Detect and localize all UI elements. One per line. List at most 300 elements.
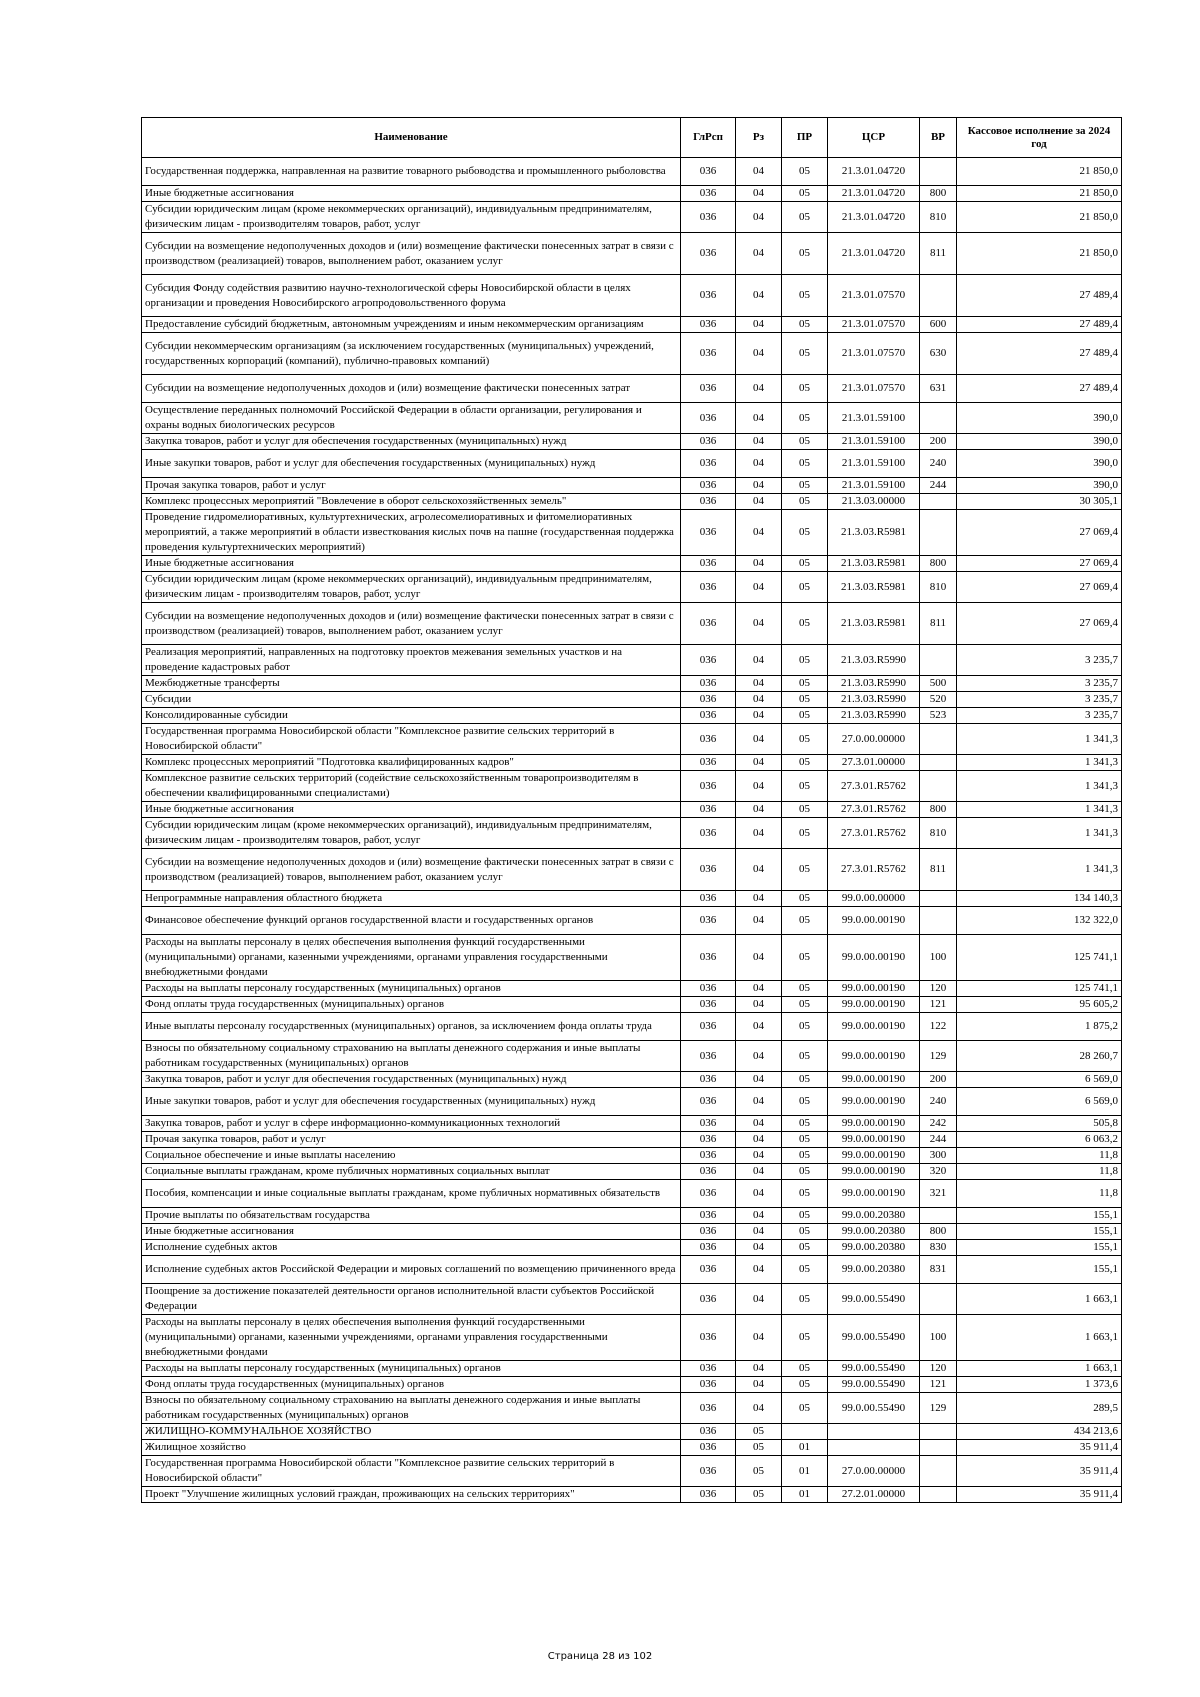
cell-glrsp: 036: [681, 1116, 736, 1132]
cell-glrsp: 036: [681, 434, 736, 450]
cell-rz: 04: [736, 802, 782, 818]
cell-name: Государственная программа Новосибирской области "Комплексное развитие сельских территорий в Новосибирской области": [142, 1456, 681, 1487]
cell-name: Закупка товаров, работ и услуг в сфере информационно-коммуникационных технологий: [142, 1116, 681, 1132]
cell-rz: 05: [736, 1440, 782, 1456]
cell-rz: 04: [736, 1284, 782, 1315]
cell-rz: 04: [736, 645, 782, 676]
cell-vr: 240: [920, 1088, 957, 1116]
cell-rz: 04: [736, 510, 782, 556]
cell-glrsp: 036: [681, 1148, 736, 1164]
cell-rz: 04: [736, 158, 782, 186]
cell-name: Расходы на выплаты персоналу в целях обеспечения выполнения функций государственными (муниципальными) органами, казенными учреждениями, органами управления государственными внебюджетными фондами: [142, 935, 681, 981]
cell-glrsp: 036: [681, 333, 736, 375]
cell-name: Расходы на выплаты персоналу государственных (муниципальных) органов: [142, 981, 681, 997]
cell-amount: 132 322,0: [957, 907, 1122, 935]
cell-rz: 05: [736, 1456, 782, 1487]
cell-vr: 122: [920, 1013, 957, 1041]
cell-rz: 04: [736, 1224, 782, 1240]
cell-glrsp: 036: [681, 891, 736, 907]
cell-csr: 27.3.01.R5762: [828, 771, 920, 802]
cell-vr: 320: [920, 1164, 957, 1180]
cell-rz: 04: [736, 494, 782, 510]
table-row: [142, 556, 1122, 572]
cell-csr: 27.0.00.00000: [828, 724, 920, 755]
cell-pr: 05: [782, 755, 828, 771]
cell-glrsp: 036: [681, 1180, 736, 1208]
cell-csr: 99.0.00.55490: [828, 1284, 920, 1315]
cell-csr: 21.3.03.R5981: [828, 572, 920, 603]
cell-rz: 04: [736, 1041, 782, 1072]
table-header-row: [142, 118, 1122, 158]
cell-vr: 129: [920, 1393, 957, 1424]
cell-rz: 04: [736, 907, 782, 935]
cell-csr: [828, 1440, 920, 1456]
cell-pr: 05: [782, 771, 828, 802]
cell-name: Субсидии юридическим лицам (кроме некоммерческих организаций), индивидуальным предпринимателям, физическим лицам - производителям товаров, работ, услуг: [142, 202, 681, 233]
cell-rz: 04: [736, 1180, 782, 1208]
table-row: [142, 510, 1122, 556]
cell-csr: 21.3.01.04720: [828, 186, 920, 202]
cell-rz: 04: [736, 403, 782, 434]
cell-rz: 04: [736, 724, 782, 755]
cell-rz: 04: [736, 375, 782, 403]
cell-name: Взносы по обязательному социальному страхованию на выплаты денежного содержания и иные выплаты работникам государственных (муниципальных) органов: [142, 1041, 681, 1072]
cell-csr: 21.3.03.R5981: [828, 603, 920, 645]
cell-csr: 99.0.00.00190: [828, 1164, 920, 1180]
table-row: [142, 692, 1122, 708]
cell-rz: 04: [736, 434, 782, 450]
cell-rz: 04: [736, 1361, 782, 1377]
cell-pr: 05: [782, 1164, 828, 1180]
cell-amount: 155,1: [957, 1256, 1122, 1284]
cell-rz: 04: [736, 233, 782, 275]
cell-vr: [920, 891, 957, 907]
cell-glrsp: 036: [681, 802, 736, 818]
table-row: [142, 275, 1122, 317]
cell-name: Консолидированные субсидии: [142, 708, 681, 724]
cell-name: Государственная поддержка, направленная на развитие товарного рыбоводства и промышленного рыболовства: [142, 158, 681, 186]
cell-csr: 27.0.00.00000: [828, 1456, 920, 1487]
cell-csr: 27.3.01.R5762: [828, 849, 920, 891]
cell-csr: 99.0.00.55490: [828, 1393, 920, 1424]
cell-amount: 1 341,3: [957, 755, 1122, 771]
table-row: [142, 233, 1122, 275]
cell-csr: [828, 1424, 920, 1440]
cell-pr: 05: [782, 907, 828, 935]
table-row: [142, 802, 1122, 818]
cell-csr: 99.0.00.20380: [828, 1256, 920, 1284]
cell-amount: 30 305,1: [957, 494, 1122, 510]
cell-glrsp: 036: [681, 510, 736, 556]
cell-glrsp: 036: [681, 771, 736, 802]
cell-rz: 04: [736, 891, 782, 907]
cell-vr: [920, 724, 957, 755]
cell-amount: 11,8: [957, 1180, 1122, 1208]
cell-rz: 04: [736, 1072, 782, 1088]
table-row: [142, 1424, 1122, 1440]
cell-rz: 04: [736, 755, 782, 771]
cell-amount: 1 341,3: [957, 849, 1122, 891]
table-row: [142, 1088, 1122, 1116]
cell-csr: 99.0.00.00190: [828, 997, 920, 1013]
cell-rz: 04: [736, 1132, 782, 1148]
cell-vr: 800: [920, 556, 957, 572]
cell-csr: 99.0.00.20380: [828, 1224, 920, 1240]
cell-amount: 21 850,0: [957, 186, 1122, 202]
cell-pr: 05: [782, 1361, 828, 1377]
table-row: [142, 494, 1122, 510]
cell-vr: 121: [920, 997, 957, 1013]
cell-vr: 100: [920, 935, 957, 981]
cell-glrsp: 036: [681, 556, 736, 572]
cell-name: Комплексное развитие сельских территорий (содействие сельскохозяйственным товаропроизводителям в обеспечении квалифицированными специалистами): [142, 771, 681, 802]
cell-glrsp: 036: [681, 1315, 736, 1361]
cell-amount: 27 069,4: [957, 603, 1122, 645]
table-row: [142, 755, 1122, 771]
cell-csr: 99.0.00.00190: [828, 1180, 920, 1208]
cell-amount: 6 569,0: [957, 1088, 1122, 1116]
cell-glrsp: 036: [681, 317, 736, 333]
cell-name: Осуществление переданных полномочий Российской Федерации в области организации, регулирования и охраны водных биологических ресурсов: [142, 403, 681, 434]
cell-name: Закупка товаров, работ и услуг для обеспечения государственных (муниципальных) нужд: [142, 434, 681, 450]
cell-csr: 99.0.00.00190: [828, 1041, 920, 1072]
cell-amount: 6 569,0: [957, 1072, 1122, 1088]
cell-glrsp: 036: [681, 1041, 736, 1072]
table-row: [142, 186, 1122, 202]
table-row: [142, 1164, 1122, 1180]
document-page: [141, 117, 1121, 1503]
table-row: [142, 981, 1122, 997]
header-glrsp: ГлРсп: [681, 118, 736, 158]
cell-rz: 04: [736, 478, 782, 494]
cell-glrsp: 036: [681, 1072, 736, 1088]
cell-amount: 125 741,1: [957, 935, 1122, 981]
cell-rz: 04: [736, 186, 782, 202]
table-row: [142, 317, 1122, 333]
table-row: [142, 1361, 1122, 1377]
table-row: [142, 708, 1122, 724]
header-csr: ЦСР: [828, 118, 920, 158]
cell-amount: 3 235,7: [957, 676, 1122, 692]
cell-name: Иные бюджетные ассигнования: [142, 802, 681, 818]
cell-glrsp: 036: [681, 233, 736, 275]
cell-csr: 27.3.01.R5762: [828, 802, 920, 818]
cell-csr: 99.0.00.20380: [828, 1240, 920, 1256]
cell-vr: [920, 1487, 957, 1503]
cell-amount: 390,0: [957, 434, 1122, 450]
cell-name: Субсидии: [142, 692, 681, 708]
table-row: [142, 1456, 1122, 1487]
cell-pr: 05: [782, 645, 828, 676]
table-row: [142, 935, 1122, 981]
cell-pr: 05: [782, 478, 828, 494]
cell-amount: 390,0: [957, 450, 1122, 478]
cell-glrsp: 036: [681, 1224, 736, 1240]
cell-vr: 811: [920, 233, 957, 275]
cell-amount: 27 489,4: [957, 333, 1122, 375]
cell-csr: 21.3.01.59100: [828, 403, 920, 434]
table-row: [142, 1013, 1122, 1041]
cell-vr: [920, 494, 957, 510]
cell-glrsp: 036: [681, 275, 736, 317]
cell-amount: 390,0: [957, 403, 1122, 434]
cell-vr: [920, 1440, 957, 1456]
table-row: [142, 818, 1122, 849]
cell-csr: 21.3.03.R5981: [828, 556, 920, 572]
cell-pr: 01: [782, 1440, 828, 1456]
cell-glrsp: 036: [681, 1132, 736, 1148]
cell-vr: [920, 755, 957, 771]
cell-name: ЖИЛИЩНО-КОММУНАЛЬНОЕ ХОЗЯЙСТВО: [142, 1424, 681, 1440]
cell-amount: 11,8: [957, 1164, 1122, 1180]
cell-glrsp: 036: [681, 1088, 736, 1116]
cell-rz: 04: [736, 1240, 782, 1256]
cell-rz: 04: [736, 692, 782, 708]
table-row: [142, 891, 1122, 907]
cell-rz: 04: [736, 849, 782, 891]
cell-pr: 05: [782, 1377, 828, 1393]
cell-csr: 99.0.00.55490: [828, 1361, 920, 1377]
cell-name: Расходы на выплаты персоналу в целях обеспечения выполнения функций государственными (муниципальными) органами, казенными учреждениями, органами управления государственными внебюджетными фондами: [142, 1315, 681, 1361]
cell-glrsp: 036: [681, 755, 736, 771]
cell-pr: 05: [782, 891, 828, 907]
cell-amount: 1 341,3: [957, 771, 1122, 802]
cell-amount: 35 911,4: [957, 1456, 1122, 1487]
cell-vr: 810: [920, 818, 957, 849]
cell-pr: 05: [782, 494, 828, 510]
cell-vr: 800: [920, 802, 957, 818]
cell-glrsp: 036: [681, 603, 736, 645]
cell-vr: [920, 771, 957, 802]
cell-amount: 21 850,0: [957, 158, 1122, 186]
cell-pr: 05: [782, 1208, 828, 1224]
cell-glrsp: 036: [681, 1361, 736, 1377]
cell-name: Иные бюджетные ассигнования: [142, 1224, 681, 1240]
cell-rz: 04: [736, 1116, 782, 1132]
cell-name: Жилищное хозяйство: [142, 1440, 681, 1456]
table-row: [142, 434, 1122, 450]
cell-csr: 21.3.01.07570: [828, 333, 920, 375]
cell-rz: 04: [736, 981, 782, 997]
cell-vr: 500: [920, 676, 957, 692]
cell-vr: 120: [920, 1361, 957, 1377]
cell-glrsp: 036: [681, 375, 736, 403]
cell-vr: 200: [920, 434, 957, 450]
cell-vr: [920, 645, 957, 676]
table-row: [142, 403, 1122, 434]
table-row: [142, 1132, 1122, 1148]
cell-pr: [782, 1424, 828, 1440]
cell-csr: 99.0.00.00190: [828, 907, 920, 935]
cell-glrsp: 036: [681, 494, 736, 510]
cell-pr: 05: [782, 1224, 828, 1240]
cell-csr: 99.0.00.00190: [828, 1132, 920, 1148]
cell-glrsp: 036: [681, 202, 736, 233]
cell-rz: 04: [736, 1164, 782, 1180]
cell-name: Субсидии юридическим лицам (кроме некоммерческих организаций), индивидуальным предпринимателям, физическим лицам - производителям товаров, работ, услуг: [142, 818, 681, 849]
cell-pr: 05: [782, 275, 828, 317]
cell-vr: 321: [920, 1180, 957, 1208]
cell-vr: 631: [920, 375, 957, 403]
table-row: [142, 1180, 1122, 1208]
cell-amount: 27 069,4: [957, 510, 1122, 556]
cell-csr: 21.3.01.04720: [828, 158, 920, 186]
cell-rz: 04: [736, 676, 782, 692]
cell-csr: 21.3.03.R5990: [828, 645, 920, 676]
cell-glrsp: 036: [681, 1164, 736, 1180]
cell-csr: 21.3.01.59100: [828, 450, 920, 478]
table-row: [142, 478, 1122, 494]
cell-name: Иные бюджетные ассигнования: [142, 186, 681, 202]
table-row: [142, 997, 1122, 1013]
cell-pr: 05: [782, 818, 828, 849]
table-row: [142, 603, 1122, 645]
cell-glrsp: 036: [681, 186, 736, 202]
table-row: [142, 1256, 1122, 1284]
cell-glrsp: 036: [681, 676, 736, 692]
cell-csr: 21.3.01.59100: [828, 478, 920, 494]
cell-amount: 6 063,2: [957, 1132, 1122, 1148]
cell-name: Субсидии юридическим лицам (кроме некоммерческих организаций), индивидуальным предпринимателям, физическим лицам - производителям товаров, работ, услуг: [142, 572, 681, 603]
cell-vr: 600: [920, 317, 957, 333]
table-body: [142, 158, 1122, 1503]
cell-name: Иные закупки товаров, работ и услуг для обеспечения государственных (муниципальных) нужд: [142, 1088, 681, 1116]
cell-vr: 630: [920, 333, 957, 375]
cell-name: Фонд оплаты труда государственных (муниципальных) органов: [142, 997, 681, 1013]
cell-name: Социальное обеспечение и иные выплаты населению: [142, 1148, 681, 1164]
cell-vr: 523: [920, 708, 957, 724]
cell-pr: 05: [782, 603, 828, 645]
cell-glrsp: 036: [681, 1256, 736, 1284]
cell-name: Исполнение судебных актов: [142, 1240, 681, 1256]
cell-name: Реализация мероприятий, направленных на подготовку проектов межевания земельных участков и на проведение кадастровых работ: [142, 645, 681, 676]
cell-vr: 242: [920, 1116, 957, 1132]
cell-name: Межбюджетные трансферты: [142, 676, 681, 692]
cell-pr: 05: [782, 849, 828, 891]
cell-name: Субсидии некоммерческим организациям (за исключением государственных (муниципальных) учреждений, государственных корпораций (компаний), публично-правовых компаний): [142, 333, 681, 375]
header-rz: Рз: [736, 118, 782, 158]
cell-name: Субсидии на возмещение недополученных доходов и (или) возмещение фактически понесенных затрат в связи с производством (реализацией) товаров, выполнением работ, оказанием услуг: [142, 603, 681, 645]
cell-csr: 21.3.03.R5990: [828, 692, 920, 708]
page-number: Страница 28 из 102: [547, 1651, 653, 1662]
table-row: [142, 375, 1122, 403]
table-row: [142, 1393, 1122, 1424]
cell-name: Иные закупки товаров, работ и услуг для обеспечения государственных (муниципальных) нужд: [142, 450, 681, 478]
cell-pr: 05: [782, 202, 828, 233]
cell-pr: 05: [782, 233, 828, 275]
cell-rz: 04: [736, 333, 782, 375]
cell-rz: 04: [736, 1256, 782, 1284]
cell-glrsp: 036: [681, 849, 736, 891]
cell-name: Предоставление субсидий бюджетным, автономным учреждениям и иным некоммерческим организациям: [142, 317, 681, 333]
cell-pr: 05: [782, 434, 828, 450]
cell-vr: 200: [920, 1072, 957, 1088]
cell-amount: 28 260,7: [957, 1041, 1122, 1072]
cell-name: Субсидии на возмещение недополученных доходов и (или) возмещение фактически понесенных затрат: [142, 375, 681, 403]
cell-glrsp: 036: [681, 1487, 736, 1503]
cell-rz: 04: [736, 317, 782, 333]
header-name: Наименование: [142, 118, 681, 158]
cell-vr: 811: [920, 849, 957, 891]
cell-amount: 390,0: [957, 478, 1122, 494]
cell-rz: 04: [736, 556, 782, 572]
cell-amount: 21 850,0: [957, 233, 1122, 275]
cell-amount: 1 663,1: [957, 1315, 1122, 1361]
cell-pr: 05: [782, 1088, 828, 1116]
cell-amount: 1 875,2: [957, 1013, 1122, 1041]
cell-name: Социальные выплаты гражданам, кроме публичных нормативных социальных выплат: [142, 1164, 681, 1180]
cell-pr: 05: [782, 1284, 828, 1315]
cell-pr: 05: [782, 375, 828, 403]
cell-vr: 810: [920, 202, 957, 233]
table-row: [142, 1315, 1122, 1361]
cell-vr: [920, 1284, 957, 1315]
cell-csr: 21.3.01.04720: [828, 233, 920, 275]
cell-csr: 21.3.03.R5981: [828, 510, 920, 556]
cell-pr: 05: [782, 158, 828, 186]
cell-name: Иные бюджетные ассигнования: [142, 556, 681, 572]
cell-name: Взносы по обязательному социальному страхованию на выплаты денежного содержания и иные выплаты работникам государственных (муниципальных) органов: [142, 1393, 681, 1424]
cell-name: Прочая закупка товаров, работ и услуг: [142, 1132, 681, 1148]
cell-csr: 21.3.01.07570: [828, 317, 920, 333]
cell-name: Комплекс процессных мероприятий "Подготовка квалифицированных кадров": [142, 755, 681, 771]
cell-rz: 04: [736, 818, 782, 849]
table-row: [142, 1377, 1122, 1393]
cell-pr: 05: [782, 935, 828, 981]
cell-csr: 27.2.01.00000: [828, 1487, 920, 1503]
cell-vr: [920, 1424, 957, 1440]
cell-vr: 244: [920, 1132, 957, 1148]
cell-vr: 810: [920, 572, 957, 603]
cell-vr: [920, 510, 957, 556]
header-cash-execution: Кассовое исполнение за 2024 год: [957, 118, 1122, 158]
cell-glrsp: 036: [681, 1393, 736, 1424]
cell-amount: 1 663,1: [957, 1361, 1122, 1377]
cell-pr: 05: [782, 556, 828, 572]
table-row: [142, 907, 1122, 935]
cell-name: Прочая закупка товаров, работ и услуг: [142, 478, 681, 494]
cell-csr: 21.3.01.07570: [828, 375, 920, 403]
cell-vr: 831: [920, 1256, 957, 1284]
cell-amount: 11,8: [957, 1148, 1122, 1164]
cell-vr: 520: [920, 692, 957, 708]
cell-amount: 95 605,2: [957, 997, 1122, 1013]
cell-name: Расходы на выплаты персоналу государственных (муниципальных) органов: [142, 1361, 681, 1377]
cell-glrsp: 036: [681, 1240, 736, 1256]
cell-rz: 04: [736, 935, 782, 981]
cell-amount: 1 341,3: [957, 724, 1122, 755]
cell-glrsp: 036: [681, 572, 736, 603]
cell-glrsp: 036: [681, 907, 736, 935]
cell-vr: [920, 403, 957, 434]
cell-pr: 01: [782, 1456, 828, 1487]
cell-name: Субсидия Фонду содействия развитию научно-технологической сферы Новосибирской области в целях организации и проведения Новосибирского агропродовольственного форума: [142, 275, 681, 317]
table-row: [142, 333, 1122, 375]
cell-rz: 04: [736, 275, 782, 317]
cell-amount: 27 069,4: [957, 572, 1122, 603]
cell-amount: 27 489,4: [957, 375, 1122, 403]
cell-pr: 05: [782, 1116, 828, 1132]
cell-rz: 04: [736, 1393, 782, 1424]
cell-csr: 99.0.00.55490: [828, 1377, 920, 1393]
table-row: [142, 645, 1122, 676]
cell-amount: 35 911,4: [957, 1487, 1122, 1503]
cell-glrsp: 036: [681, 724, 736, 755]
cell-amount: 1 341,3: [957, 818, 1122, 849]
cell-name: Исполнение судебных актов Российской Федерации и мировых соглашений по возмещению причиненного вреда: [142, 1256, 681, 1284]
cell-amount: 3 235,7: [957, 708, 1122, 724]
cell-pr: 05: [782, 1148, 828, 1164]
